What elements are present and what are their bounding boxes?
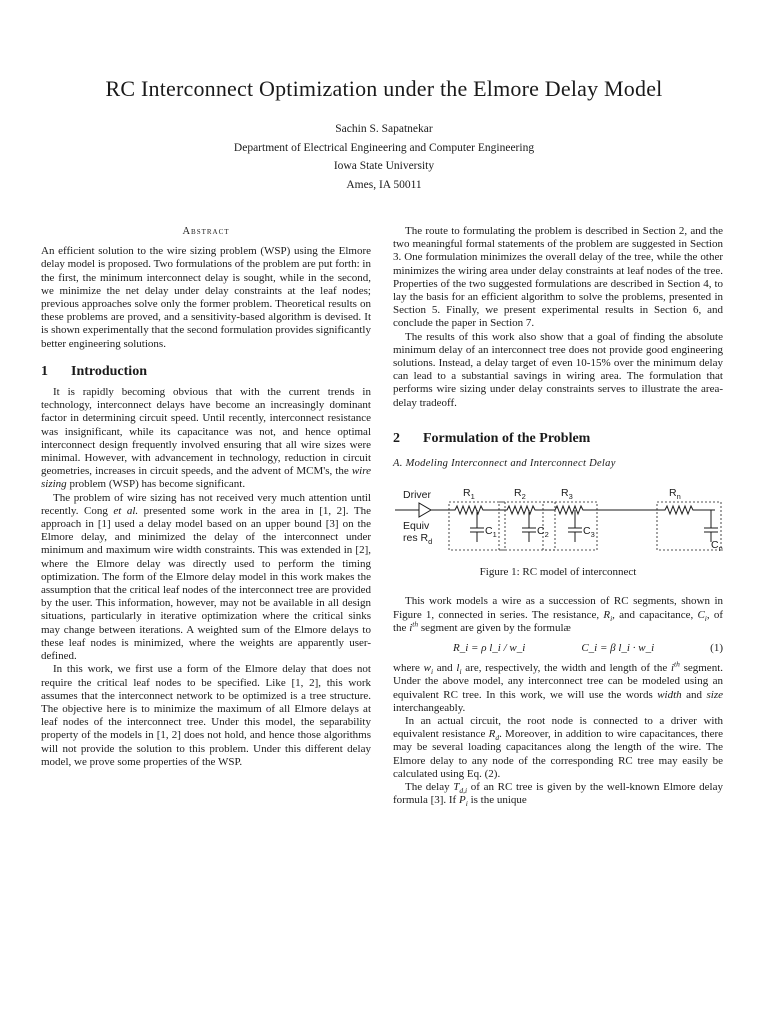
text-run: , and capacitance, [612, 608, 698, 621]
text-run: of an RC tree is given by the well-known Elmore delay formula [3]. If [393, 781, 723, 807]
driver-label: Driver [403, 489, 431, 502]
emphasis: size [706, 688, 723, 701]
subscript: 2 [521, 492, 526, 502]
resistor-label-3 [561, 487, 573, 501]
text-run: are, respectively, the width and length of the [461, 662, 671, 675]
section-title: Introduction [71, 363, 147, 379]
text-run: The delay [405, 781, 454, 794]
abstract-heading: Abstract [182, 226, 230, 237]
equation-1 [393, 642, 723, 655]
text-run: R [561, 487, 569, 500]
elmore-delay-paragraph [393, 781, 723, 807]
text-run: It is rapidly becoming obvious that with the current trends in technology, interconnect delays have become an increasingly dominant factor in determining circuit speed. Until recently, interconnect resistance was insignificant, while its capacitance was not, and hence optimal interconnect design frequently involved ensuring that all wire sizes were minimal. However, with advancement in technology, reduction in circuit geometries, increases in circuit speeds, and the advent of MCM's, the [41, 386, 371, 478]
text-run: interchangeably. [393, 701, 466, 714]
text-run: and [681, 688, 707, 701]
rc-segment-2 [499, 487, 555, 550]
emphasis: et al. [113, 504, 139, 517]
resistor-label-2 [514, 487, 526, 501]
rc-segment-n [657, 487, 723, 553]
paper-title: RC Interconnect Optimization under the Elmore Delay Model [105, 76, 663, 101]
math-wi: $w_i$ [423, 662, 434, 677]
subscript: n [676, 492, 681, 502]
emphasis: width [657, 688, 682, 701]
text-run: is the unique [467, 794, 527, 807]
section-title: Formulation of the Problem [423, 430, 591, 446]
section-heading-introduction [41, 365, 371, 378]
text-run: , of the [393, 608, 723, 634]
text-run: where [393, 662, 424, 675]
capacitor-label-1 [485, 525, 497, 539]
author-block [0, 120, 768, 194]
text-run: C [537, 525, 545, 538]
intro-paragraph-2 [41, 492, 371, 664]
equiv-res-label [403, 532, 432, 546]
text-run: This work models a wire as a succession of RC segments, shown in Figure 1, connected in series. The resistance, [393, 595, 723, 621]
section-heading-formulation [393, 432, 723, 445]
author-university: Iowa State University [333, 160, 435, 172]
text-run: R [514, 487, 522, 500]
subsection-heading: A. Modeling Interconnect and Interconnect Delay [393, 458, 616, 470]
outline-paragraph: The route to formulating the problem is described in Section 2, and the two meaningful formal statements of the problem are suggested in Section 3. One formulation minimizes the overall delay of the tree, while the other minimizes the wiring area under delay constraints at leaf nodes of the tree. Properties of the two suggested formulations are described in Section 4, to lay the basis for an efficient algorithm to solve the problems, presented in Section 5. Finally, we present experimental results in Section 6, and conclude the paper in Section 7. [393, 225, 723, 330]
subscript: 1 [470, 492, 475, 502]
width-length-paragraph [393, 659, 723, 715]
math-ith: $i^{th}$ [409, 619, 419, 634]
rc-circuit-diagram [393, 484, 723, 558]
text-run: res R [403, 532, 429, 545]
math-rd: $R_d$ [488, 728, 500, 743]
subscript: 2 [544, 530, 549, 540]
equation-number: (1) [710, 642, 723, 655]
capacitor-label-3 [583, 525, 595, 539]
model-paragraph [393, 595, 723, 635]
math-ri: $R_i$ [603, 608, 613, 623]
subscript: 1 [492, 530, 497, 540]
author-name: Sachin S. Sapatnekar [335, 123, 433, 135]
author-location: Ames, IA 50011 [346, 178, 422, 191]
text-run: The problem of wire sizing has not received very much attention until recently. Cong [41, 491, 371, 517]
text-run: presented some work in the area in [1, 2]. The approach in [1] used a delay model based on an upper bound [3] on the Elmore delay, and minimized the delay of the interconnect under minimum and maximum wire width constraints. This was extended in [2], where the Elmore delay was directly used to perform the timing optimization. The form of the Elmore delay model in this work makes the assumption that the critical leaf nodes of the interconnect tree are provided by the user. This information, however, may not be available in all design situations, particularly in iterative optimization where the critical sinks may change between iterations. A weighted sum of the Elmore delays to these leaf nodes is minimized, where the weights are apparently user-defined. [41, 504, 371, 663]
text-run: and [433, 662, 457, 675]
section-number: 1 [41, 363, 48, 379]
figure-caption: Figure 1: RC model of interconnect [479, 566, 637, 579]
equation-capacitance: C_i = β l_i · w_i [581, 642, 655, 655]
text-run: segment are given by the formulæ [418, 621, 571, 634]
abstract-text: An efficient solution to the wire sizing problem (WSP) using the Elmore delay model is proposed. Two formulations of the problem are put forth: in the first, the minimum interconnect delay is sought, while in the second, we minimize the net delay under delay constraints at the leaf nodes; previous approaches solve only the former problem. Theoretical results on these problems are proved, and a sensitivity-based algorithm is devised. It is shown experimentally that the second formulation provides significantly better engineering solutions. [41, 245, 371, 350]
text-run: C [711, 539, 719, 552]
driver-buffer-symbol [395, 503, 451, 517]
math-tdi: $T_{d,i}$ [453, 781, 468, 796]
resistor-label-n [669, 487, 681, 501]
capacitor-label-n [711, 539, 723, 553]
text-run: . Moreover, in addition to wire capacitances, there may be several loading capacitances along the length of the wire. The Elmore delay to any node of the corresponding RC tree may easily be calculated using Eq. (2). [393, 728, 723, 780]
equiv-label: Equiv [403, 520, 430, 533]
intro-paragraph-1 [41, 386, 371, 492]
text-run: segment. Under the above model, any interconnect tree can be modeled using an equivalent RC tree. In this work, we will use the words [393, 662, 723, 701]
right-column [393, 225, 723, 808]
text-run: R [669, 487, 677, 500]
math-pi: $P_i$ [458, 794, 468, 809]
rc-segment-3 [543, 487, 597, 550]
text-run: problem (WSP) has become significant. [66, 478, 246, 491]
text-run: In an actual circuit, the root node is connected to a driver with equivalent resistance [393, 715, 723, 741]
section-number: 2 [393, 430, 400, 446]
subscript: d [428, 537, 433, 547]
subscript: 3 [590, 530, 595, 540]
rc-interconnect-figure [393, 484, 723, 558]
math-ci: $C_i$ [697, 608, 707, 623]
text-run: R [463, 487, 471, 500]
text-run: C [485, 525, 493, 538]
left-column [41, 225, 371, 769]
equation-resistance: R_i = ρ l_i / w_i [453, 642, 526, 655]
intro-paragraph-3: In this work, we first use a form of the Elmore delay that does not require the critical leaf nodes to be specified. Like [1, 2], this work assumes that the interconnect network to be optimized is a tree structure. The objective here is to minimize the maximum of all Elmore delays at leaf nodes of the interconnect tree. Under this model, the separability property of the models in [1, 2] does not hold, and hence those algorithms will not provide the solution to this problem. Under this different delay model, we prove some properties of the WSP. [41, 663, 371, 768]
author-department: Department of Electrical Engineering and Computer Engineering [233, 141, 535, 154]
rc-segment-1 [449, 487, 505, 550]
emphasis: wire sizing [41, 465, 371, 491]
math-ith: $i^{th}$ [670, 659, 680, 675]
subscript: n [718, 544, 723, 554]
actual-circuit-paragraph [393, 715, 723, 781]
text-run: C [583, 525, 591, 538]
math-li: $l_i$ [456, 662, 462, 677]
subscript: 3 [568, 492, 573, 502]
results-paragraph: The results of this work also show that a goal of finding the absolute minimum delay of an interconnect tree does not provide good engineering solutions. Instead, a delay target of even 10-15% over the minimum delay can lead to a substantial savings in wiring area. The formulation that performs wire sizing under delay constraints serves to illustrate the area-delay tradeoff. [393, 330, 723, 409]
resistor-label-1 [463, 487, 475, 501]
